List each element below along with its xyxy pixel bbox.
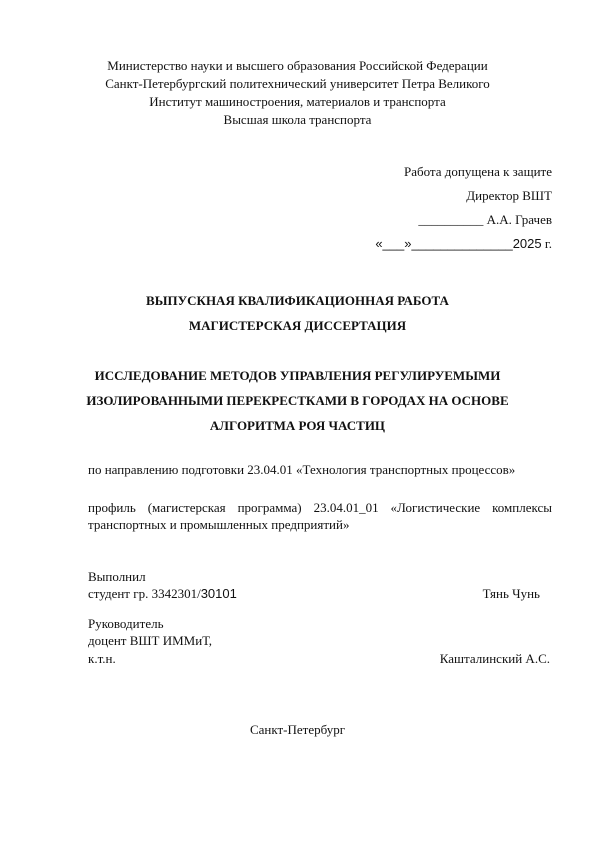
school-line: Высшая школа транспорта [223,112,372,127]
city-line: Санкт-Петербург [249,722,346,737]
approval-director: Директор ВШТ [466,188,552,203]
topic-line-1: ИССЛЕДОВАНИЕ МЕТОДОВ УПРАВЛЕНИЯ РЕГУЛИРУЕМЫМИ [94,368,501,383]
work-type-subtitle: МАГИСТЕРСКАЯ ДИССЕРТАЦИЯ [188,318,407,333]
approval-date [375,235,552,252]
supervisor-name: Кашталинский А.С. [439,651,550,666]
direction-line: по направлению подготовки 23.04.01 «Технология транспортных процессов» [88,462,516,477]
institute-line: Институт машиностроения, материалов и транспорта [149,94,446,109]
topic-line-2: ИЗОЛИРОВАННЫМИ ПЕРЕКРЕСТКАМИ В ГОРОДАХ НА ОСНОВЕ [86,393,509,408]
approval-signature: __________ А.А. Грачев [418,212,552,227]
work-type-title: ВЫПУСКНАЯ КВАЛИФИКАЦИОННАЯ РАБОТА [146,293,449,308]
supervisor-position: доцент ВШТ ИММиТ, [88,633,213,648]
author-name: Тянь Чунь [482,586,540,601]
profile-paragraph: профиль (магистерская программа) 23.04.01_01 «Логистические комплексы транспортных и промышленных предприятий» [88,500,552,532]
supervisor-degree: к.т.н. [88,651,116,666]
approval-admitted: Работа допущена к защите [403,164,552,179]
author-group [88,585,237,602]
topic-line-3: АЛГОРИТМА РОЯ ЧАСТИЦ [209,418,386,433]
ministry-line: Министерство науки и высшего образования Российской Федерации [107,58,488,73]
supervisor-label: Руководитель [88,616,164,631]
author-group-suffix: 30101 [200,586,237,601]
author-group-prefix: студент гр. 3342301/ [88,586,201,601]
approval-date-suffix: г. [541,236,552,251]
university-line: Санкт-Петербургский политехнический университет Петра Великого [105,76,490,91]
approval-date-prefix: «___»______________2025 [375,236,542,251]
author-label: Выполнил [88,569,146,584]
